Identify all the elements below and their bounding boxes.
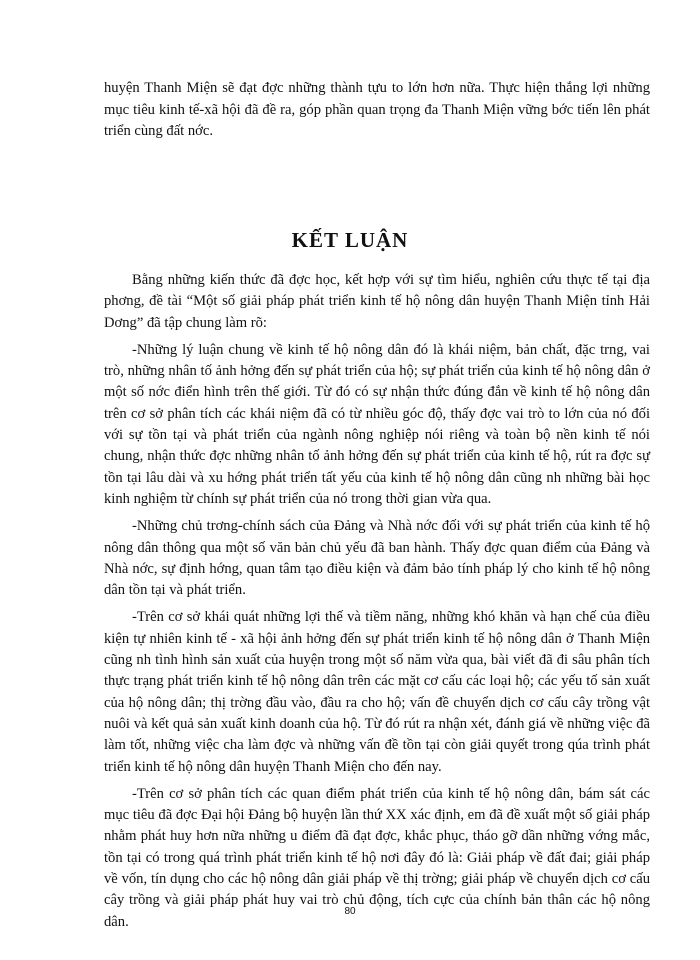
paragraph-4: -Trên cơ sở khái quát những lợi thế và tiềm năng, những khó khăn và hạn chế của điều kiện tự nhiên kinh tế - xã hội ảnh hởng đến sự phát triển kinh tế hộ nông dân ở Thanh Miện cũng nh tình hình sản xuất của huyện trong một số năm vừa qua, bài viết đã đi sâu phân tích thực trạng phát triển kinh tế hộ nông dân trên các mặt cơ cấu các loại hộ; các yếu tố sản xuất của hộ nông dân; thị trờng đầu vào, đầu ra cho hộ; vấn đề chuyển dịch cơ cấu cây trồng vật nuôi và kết quả sản xuất kinh doanh của hộ. Từ đó rút ra nhận xét, đánh giá về những việc đã làm tốt, những việc cha làm đợc và những vấn đề tồn tại còn giải quyết trong qúa trình phát triển kinh tế hộ nông dân huyện Thanh Miện cho đến nay.: [104, 609, 650, 775]
intro-paragraph: huyện Thanh Miện sẽ đạt đợc những thành tựu to lớn hơn nữa. Thực hiện thắng lợi những mục tiêu kinh tế-xã hội đã đề ra, góp phần quan trọng đa Thanh Miện vững bớc tiến lên phát triển cùng đất nớc.: [104, 80, 650, 139]
paragraph-3: -Những chủ trơng-chính sách của Đảng và Nhà nớc đối với sự phát triển của kinh tế hộ nông dân thông qua một số văn bản chủ yếu đã ban hành. Thấy đợc quan điểm của Đảng và Nhà nớc, sự định hớng, quan tâm tạo điều kiện và đảm bảo tính pháp lý cho kinh tế hộ nông dân tồn tại và phát triển.: [104, 518, 650, 599]
section-heading: KẾT LUẬN: [291, 228, 409, 252]
paragraph-5: -Trên cơ sở phân tích các quan điểm phát triển của kinh tế hộ nông dân, bám sát các mục tiêu đã đợc Đại hội Đảng bộ huyện lần thứ XX xác định, em đã đề xuất một số giải pháp nhằm phát huy hơn nữa những u điểm đã đạt đợc, khắc phục, tháo gỡ dần những vớng mắc, tồn tại có trong quá trình phát triển kinh tế hộ nơi đây đó là: Giải pháp về đất đai; giải pháp về vốn, tín dụng cho các hộ nông dân giải pháp về thị trờng; giải pháp về chuyển dịch cơ cấu cây trồng và giải pháp phát huy vai trò chủ động, tích cực của chính bản thân các hộ nông dân.: [104, 785, 650, 930]
conclusion-body: [104, 270, 650, 939]
paragraph-1: Bằng những kiến thức đã đợc học, kết hợp với sự tìm hiểu, nghiên cứu thực tế tại địa phơng, đề tài “Một số giải pháp phát triển kinh tế hộ nông dân huyện Thanh Miện tỉnh Hải Dơng” đã tập chung làm rõ:: [104, 272, 650, 331]
page-number: 80: [344, 906, 356, 917]
paragraph-2: -Những lý luận chung về kinh tế hộ nông dân đó là khái niệm, bản chất, đặc trng, vai trò, những nhân tố ảnh hởng đến sự phát triển của hộ; sự phát triển của kinh tế hộ nông dân ở một số nớc điển hình trên thế giới. Từ đó có sự nhận thức đúng đắn về kinh tế hộ nông dân trên cơ sở phân tích các khái niệm đã có từ nhiều góc độ, thấy đợc vai trò to lớn của nó đối với sự tồn tại và phát triển của ngành nông nghiệp nói riêng và toàn bộ nền kinh tế nói chung, nhận thức đợc những nhân tố ảnh hởng đến sự phát triển của kinh tế hộ, rút ra đợc sự tồn tại lâu dài và xu hớng phát triển tất yếu của kinh tế hộ nông dân cũng nh những bài học kinh nghiệm từ chính sự phát triển của nó trong thời gian vừa qua.: [104, 341, 650, 507]
